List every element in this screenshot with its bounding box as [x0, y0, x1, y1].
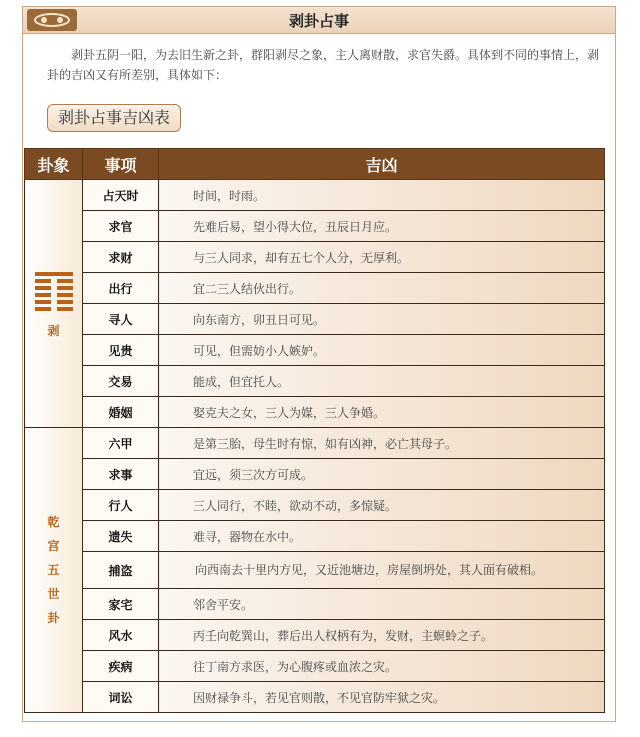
- item-cell: 出行: [83, 273, 159, 304]
- item-cell: 求事: [83, 459, 159, 490]
- header-result: 吉凶: [159, 149, 605, 180]
- table-row: [25, 211, 605, 242]
- item-cell: 遗失: [83, 521, 159, 552]
- table-header-row: [25, 149, 605, 180]
- item-cell: 占天时: [83, 180, 159, 211]
- gua-palace-char: 乾: [47, 515, 60, 529]
- result-cell: 宜二三人结伙出行。: [159, 273, 605, 304]
- gua-palace-char: 五: [47, 563, 60, 577]
- table-row: [25, 651, 605, 682]
- result-cell: 是第三胎，母生时有惊，如有凶神，必亡其母子。: [159, 428, 605, 459]
- item-cell: 求官: [83, 211, 159, 242]
- intro-paragraph: 剥卦五阴一阳，为去旧生新之卦，群阳剥尽之象，主人离财散，求官失爵。具体到不同的事情上，剥卦的吉凶又有所差别，具体如下：: [47, 48, 600, 82]
- page-title: 剥卦占事: [288, 12, 349, 30]
- result-cell: 可见，但需妨小人嫉妒。: [159, 335, 605, 366]
- item-cell: 词讼: [83, 682, 159, 713]
- table-row: [25, 242, 605, 273]
- result-cell: 邻舍平安。: [159, 589, 605, 620]
- result-cell: 与三人同求，却有五七个人分，无厚利。: [159, 242, 605, 273]
- result-cell: 三人同行，不睦，欲动不动，多惊疑。: [159, 490, 605, 521]
- result-cell: 宜远，须三次方可成。: [159, 459, 605, 490]
- table-row: [25, 490, 605, 521]
- table-row: [25, 552, 605, 589]
- hexagram-icon: [35, 269, 73, 314]
- table-row: [25, 459, 605, 490]
- gua-palace-cell: [25, 428, 83, 713]
- item-cell: 交易: [83, 366, 159, 397]
- header-item: 事项: [83, 149, 159, 180]
- item-cell: 婚姻: [83, 397, 159, 428]
- item-cell: 家宅: [83, 589, 159, 620]
- result-cell: 向东南方，卯丑日可见。: [159, 304, 605, 335]
- table-row: [25, 589, 605, 620]
- gua-palace-char: 世: [47, 587, 60, 601]
- result-cell: 向西南去十里内方见，又近池塘边，房屋倒坍处，其人面有破相。: [159, 552, 605, 589]
- table-row: [25, 521, 605, 552]
- section-label: 剥卦占事吉凶表: [47, 104, 181, 132]
- item-cell: 寻人: [83, 304, 159, 335]
- gua-bo-cell: [25, 180, 83, 428]
- result-cell: 先难后易，望小得大位，丑辰日月应。: [159, 211, 605, 242]
- result-cell: 因财禄争斗，若见官则散，不见官防牢狱之灾。: [159, 682, 605, 713]
- table-row: [25, 180, 605, 211]
- fortune-table: [24, 148, 605, 713]
- table-row: [25, 366, 605, 397]
- table-row: [25, 428, 605, 459]
- item-cell: 行人: [83, 490, 159, 521]
- table-body: [25, 180, 605, 713]
- table-row: [25, 335, 605, 366]
- header-gua: 卦象: [25, 149, 83, 180]
- result-cell: 往丁南方求医，为心腹疼或血浓之灾。: [159, 651, 605, 682]
- result-cell: 时间，时雨。: [159, 180, 605, 211]
- result-cell: 能成，但宜托人。: [159, 366, 605, 397]
- item-cell: 捕盗: [83, 552, 159, 589]
- table-row: [25, 397, 605, 428]
- result-cell: 娶克夫之女，三人为媒，三人争婚。: [159, 397, 605, 428]
- table-row: [25, 620, 605, 651]
- title-bar: [23, 7, 615, 34]
- item-cell: 六甲: [83, 428, 159, 459]
- result-cell: 丙壬向乾巽山，葬后出人权柄有为，发财，主螟蛉之子。: [159, 620, 605, 651]
- item-cell: 风水: [83, 620, 159, 651]
- table-row: [25, 682, 605, 713]
- item-cell: 疾病: [83, 651, 159, 682]
- table-row: [25, 273, 605, 304]
- item-cell: 求财: [83, 242, 159, 273]
- result-cell: 难寻，器物在水中。: [159, 521, 605, 552]
- gua-name: 剥: [47, 323, 60, 338]
- item-cell: 见贵: [83, 335, 159, 366]
- gua-palace-char: 卦: [47, 611, 60, 625]
- table-row: [25, 304, 605, 335]
- gua-palace-char: 宫: [47, 539, 60, 553]
